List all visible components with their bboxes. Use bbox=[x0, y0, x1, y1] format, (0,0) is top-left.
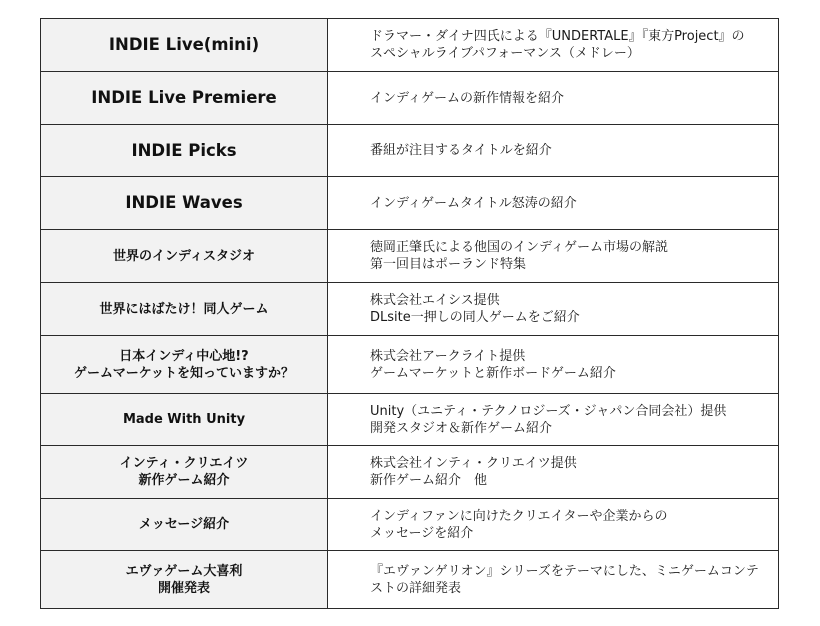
program-description-cell bbox=[328, 446, 779, 499]
program-name-line: メッセージ紹介 bbox=[138, 517, 230, 532]
program-row bbox=[41, 499, 779, 551]
program-description-line: 新作ゲーム紹介 他 bbox=[370, 473, 488, 488]
program-name-cell bbox=[41, 125, 328, 177]
program-description-line: スペシャルライブパフォーマンス（メドレー） bbox=[370, 46, 640, 61]
program-name-cell bbox=[41, 177, 328, 230]
program-description-line: 開発スタジオ＆新作ゲーム紹介 bbox=[370, 420, 553, 436]
program-name-line: エヴァゲーム大喜利 bbox=[125, 563, 243, 579]
program-name-line: INDIE Picks bbox=[131, 140, 237, 160]
program-description-cell bbox=[328, 336, 779, 394]
program-name-line: ゲームマーケットを知っていますか？ bbox=[73, 365, 295, 381]
program-name-cell bbox=[41, 19, 328, 72]
program-description-cell bbox=[328, 283, 779, 336]
program-name-line: INDIE Live Premiere bbox=[91, 88, 277, 107]
program-row bbox=[41, 19, 779, 72]
program-description-cell bbox=[328, 72, 779, 125]
program-row bbox=[41, 551, 779, 609]
program-description-cell bbox=[328, 551, 779, 609]
program-description-cell bbox=[328, 177, 779, 230]
program-name-cell bbox=[41, 394, 328, 446]
program-table-body bbox=[41, 19, 779, 609]
program-name-line: 新作ゲーム紹介 bbox=[138, 473, 230, 488]
program-name-line: INDIE Waves bbox=[125, 193, 243, 212]
program-description-line: 株式会社エイシス提供 bbox=[370, 293, 500, 308]
program-description-line: 番組が注目するタイトルを紹介 bbox=[370, 143, 552, 158]
program-name-cell bbox=[41, 283, 328, 336]
program-name-cell bbox=[41, 72, 328, 125]
program-description-line: インディゲームタイトル怒涛の紹介 bbox=[370, 195, 577, 211]
program-row bbox=[41, 177, 779, 230]
program-description-line: DLsite一押しの同人ゲームをご紹介 bbox=[370, 310, 580, 325]
program-description-line: 株式会社インティ・クリエイツ提供 bbox=[370, 456, 577, 471]
program-description-line: メッセージを紹介 bbox=[370, 525, 474, 541]
program-name-cell bbox=[41, 446, 328, 499]
program-name-cell bbox=[41, 336, 328, 394]
program-description-line: ゲームマーケットと新作ボードゲーム紹介 bbox=[370, 365, 616, 381]
program-name-cell bbox=[41, 499, 328, 551]
program-description-cell bbox=[328, 19, 779, 72]
program-description-cell bbox=[328, 230, 779, 283]
program-description-line: 株式会社アークライト提供 bbox=[370, 348, 526, 364]
program-name-line: 世界のインディスタジオ bbox=[113, 248, 255, 264]
program-name-line: 日本インディ中心地!? bbox=[119, 348, 249, 364]
program-name-cell bbox=[41, 230, 328, 283]
program-description-line: 『エヴァンゲリオン』シリーズをテーマにした、ミニゲームコンテ bbox=[370, 563, 759, 579]
program-row bbox=[41, 125, 779, 177]
program-description-line: ドラマー・ダイナ四氏による『UNDERTALE』『東方Project』の bbox=[370, 29, 745, 44]
program-description-line: Unity（ユニティ・テクノロジーズ・ジャパン合同会社）提供 bbox=[370, 403, 727, 419]
program-name-line: INDIE Live(mini) bbox=[108, 35, 260, 54]
program-description-line: インディゲームの新作情報を紹介 bbox=[370, 90, 564, 106]
program-row bbox=[41, 394, 779, 446]
program-table bbox=[40, 18, 779, 609]
program-row bbox=[41, 230, 779, 283]
program-name-line: インティ・クリエイツ bbox=[119, 456, 249, 471]
program-name-cell bbox=[41, 551, 328, 609]
program-description-line: 第一回目はポーランド特集 bbox=[370, 257, 527, 272]
program-name-line: 世界にはばたけ！同人ゲーム bbox=[99, 301, 269, 317]
program-description-cell bbox=[328, 499, 779, 551]
program-row bbox=[41, 446, 779, 499]
program-description-line: インディファンに向けたクリエイターや企業からの bbox=[370, 508, 668, 524]
program-row bbox=[41, 72, 779, 125]
program-name-line: 開催発表 bbox=[157, 580, 210, 596]
program-description-line: ストの詳細発表 bbox=[370, 580, 462, 596]
program-description-line: 徳岡正肇氏による他国のインディゲーム市場の解説 bbox=[370, 240, 668, 255]
program-description-cell bbox=[328, 125, 779, 177]
program-row bbox=[41, 283, 779, 336]
program-name-line: Made With Unity bbox=[122, 412, 246, 427]
program-description-cell bbox=[328, 394, 779, 446]
program-row bbox=[41, 336, 779, 394]
